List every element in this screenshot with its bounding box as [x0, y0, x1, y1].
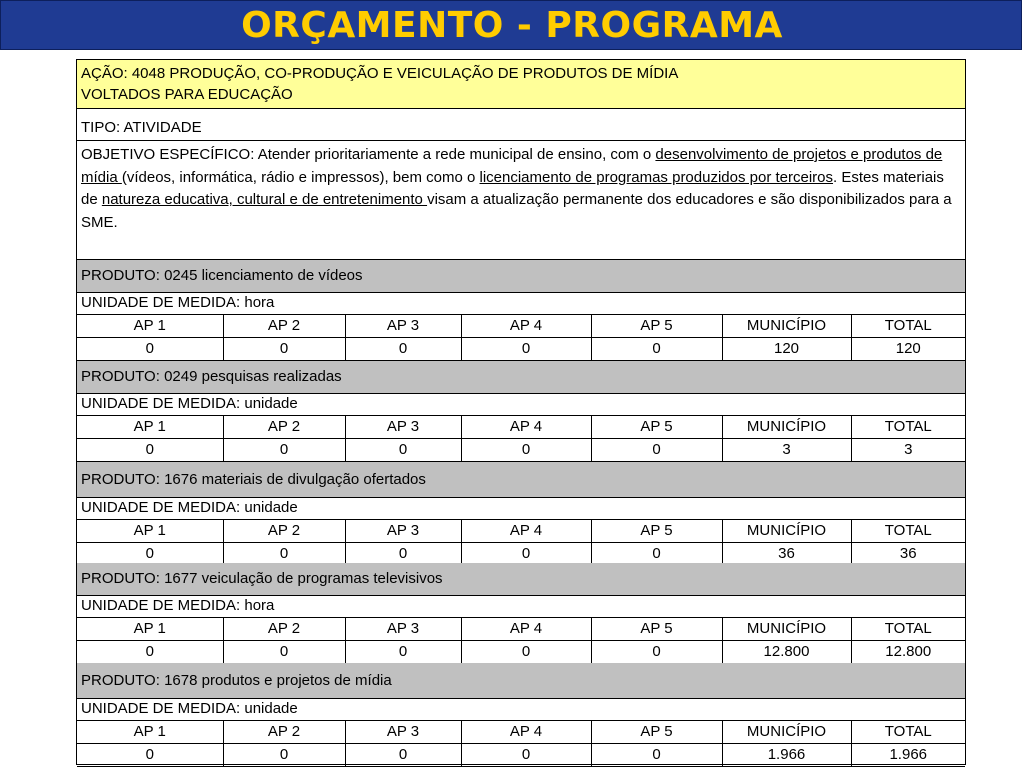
column-header: AP 1	[77, 618, 223, 641]
column-header: TOTAL	[851, 416, 965, 439]
table-cell: 0	[223, 543, 345, 566]
column-header: AP 5	[591, 416, 722, 439]
column-header: AP 5	[591, 721, 722, 744]
produto-header: PRODUTO: 1676 materiais de divulgação ofertados	[77, 462, 965, 498]
objetivo-underline-1: desenvolvimento de projetos e produtos de mídia	[81, 146, 943, 186]
column-header: AP 3	[345, 520, 461, 543]
column-header: AP 5	[591, 618, 722, 641]
column-header: AP 2	[223, 721, 345, 744]
table-cell: 0	[223, 439, 345, 462]
produto-table	[77, 416, 965, 462]
column-header: AP 3	[345, 721, 461, 744]
table-row	[77, 439, 965, 462]
unidade-medida: UNIDADE DE MEDIDA: hora	[77, 293, 965, 315]
column-header: AP 4	[461, 315, 591, 338]
produto-table	[77, 520, 965, 566]
unidade-medida: UNIDADE DE MEDIDA: unidade	[77, 699, 965, 721]
column-header: AP 2	[223, 618, 345, 641]
column-header: TOTAL	[851, 721, 965, 744]
table-header-row	[77, 618, 965, 641]
table-cell: 120	[851, 338, 965, 361]
column-header: AP 5	[591, 315, 722, 338]
table-cell: 0	[345, 338, 461, 361]
table-cell: 0	[461, 744, 591, 767]
tipo-row: TIPO: ATIVIDADE	[77, 109, 965, 141]
column-header: AP 2	[223, 416, 345, 439]
objetivo-underline-2: licenciamento de programas produzidos por terceiros	[479, 168, 834, 186]
table-cell: 1.966	[722, 744, 851, 767]
column-header: MUNICÍPIO	[722, 416, 851, 439]
objetivo-text-1: OBJETIVO ESPECÍFICO: Atender prioritariamente a rede municipal de ensino, com o	[81, 146, 656, 163]
objetivo-text-2: (vídeos, informática, rádio e impressos), bem como o	[121, 168, 480, 186]
produto-table	[77, 721, 965, 767]
table-cell: 36	[722, 543, 851, 566]
acao-line-2: VOLTADOS PARA EDUCAÇÃO	[81, 86, 293, 103]
column-header: AP 4	[461, 416, 591, 439]
produto-header: PRODUTO: 0249 pesquisas realizadas	[77, 361, 965, 394]
column-header: AP 3	[345, 618, 461, 641]
table-cell: 0	[345, 641, 461, 664]
unidade-medida: UNIDADE DE MEDIDA: unidade	[77, 394, 965, 416]
column-header: MUNICÍPIO	[722, 618, 851, 641]
table-cell: 0	[77, 543, 223, 566]
objetivo-underline-3: natureza educativa, cultural e de entretenimento	[101, 191, 428, 208]
column-header: MUNICÍPIO	[722, 520, 851, 543]
table-cell: 120	[722, 338, 851, 361]
table-cell: 0	[223, 641, 345, 664]
produto-header: PRODUTO: 1678 produtos e projetos de mídia	[77, 663, 965, 699]
column-header: MUNICÍPIO	[722, 721, 851, 744]
column-header: AP 4	[461, 618, 591, 641]
table-cell: 0	[461, 338, 591, 361]
column-header: TOTAL	[851, 520, 965, 543]
column-header: AP 2	[223, 315, 345, 338]
table-header-row	[77, 315, 965, 338]
table-row	[77, 641, 965, 664]
table-row	[77, 744, 965, 767]
table-cell: 0	[461, 439, 591, 462]
column-header: AP 4	[461, 520, 591, 543]
produto-table	[77, 618, 965, 664]
table-cell: 12.800	[851, 641, 965, 664]
objetivo-block	[77, 141, 965, 260]
column-header: AP 1	[77, 416, 223, 439]
column-header: MUNICÍPIO	[722, 315, 851, 338]
unidade-medida: UNIDADE DE MEDIDA: hora	[77, 596, 965, 618]
table-cell: 0	[223, 338, 345, 361]
column-header: AP 1	[77, 520, 223, 543]
column-header: AP 5	[591, 520, 722, 543]
column-header: AP 1	[77, 315, 223, 338]
column-header: AP 1	[77, 721, 223, 744]
column-header: AP 2	[223, 520, 345, 543]
table-cell: 0	[591, 439, 722, 462]
produto-table	[77, 315, 965, 361]
table-cell: 3	[722, 439, 851, 462]
table-cell: 0	[461, 543, 591, 566]
table-cell: 0	[77, 641, 223, 664]
table-cell: 0	[591, 744, 722, 767]
objetivo-text-3: . Estes materiais de	[81, 168, 944, 208]
acao-header	[77, 60, 965, 109]
table-cell: 12.800	[722, 641, 851, 664]
produto-header: PRODUTO: 0245 licenciamento de vídeos	[77, 260, 965, 293]
title-banner	[0, 0, 1022, 50]
table-cell: 0	[77, 338, 223, 361]
table-cell: 3	[851, 439, 965, 462]
table-cell: 0	[77, 439, 223, 462]
page-title: ORÇAMENTO - PROGRAMA	[241, 5, 783, 46]
column-header: AP 3	[345, 315, 461, 338]
table-cell: 1.966	[851, 744, 965, 767]
column-header: TOTAL	[851, 618, 965, 641]
table-cell: 0	[591, 338, 722, 361]
table-cell: 0	[223, 744, 345, 767]
column-header: AP 3	[345, 416, 461, 439]
table-cell: 0	[345, 543, 461, 566]
table-cell: 0	[345, 439, 461, 462]
column-header: AP 4	[461, 721, 591, 744]
unidade-medida: UNIDADE DE MEDIDA: unidade	[77, 498, 965, 520]
acao-line-1: AÇÃO: 4048 PRODUÇÃO, CO-PRODUÇÃO E VEICULAÇÃO DE PRODUTOS DE MÍDIA	[81, 65, 679, 82]
table-cell: 0	[591, 641, 722, 664]
column-header: TOTAL	[851, 315, 965, 338]
table-header-row	[77, 520, 965, 543]
table-header-row	[77, 416, 965, 439]
objetivo-text-4: visam a atualização permanente dos educadores e são disponibilizados para a SME.	[81, 191, 952, 231]
table-cell: 0	[77, 744, 223, 767]
table-cell: 36	[851, 543, 965, 566]
table-cell: 0	[461, 641, 591, 664]
table-row	[77, 338, 965, 361]
produto-header: PRODUTO: 1677 veiculação de programas televisivos	[77, 563, 965, 596]
table-header-row	[77, 721, 965, 744]
budget-sheet	[76, 59, 966, 765]
table-cell: 0	[591, 543, 722, 566]
table-cell: 0	[345, 744, 461, 767]
